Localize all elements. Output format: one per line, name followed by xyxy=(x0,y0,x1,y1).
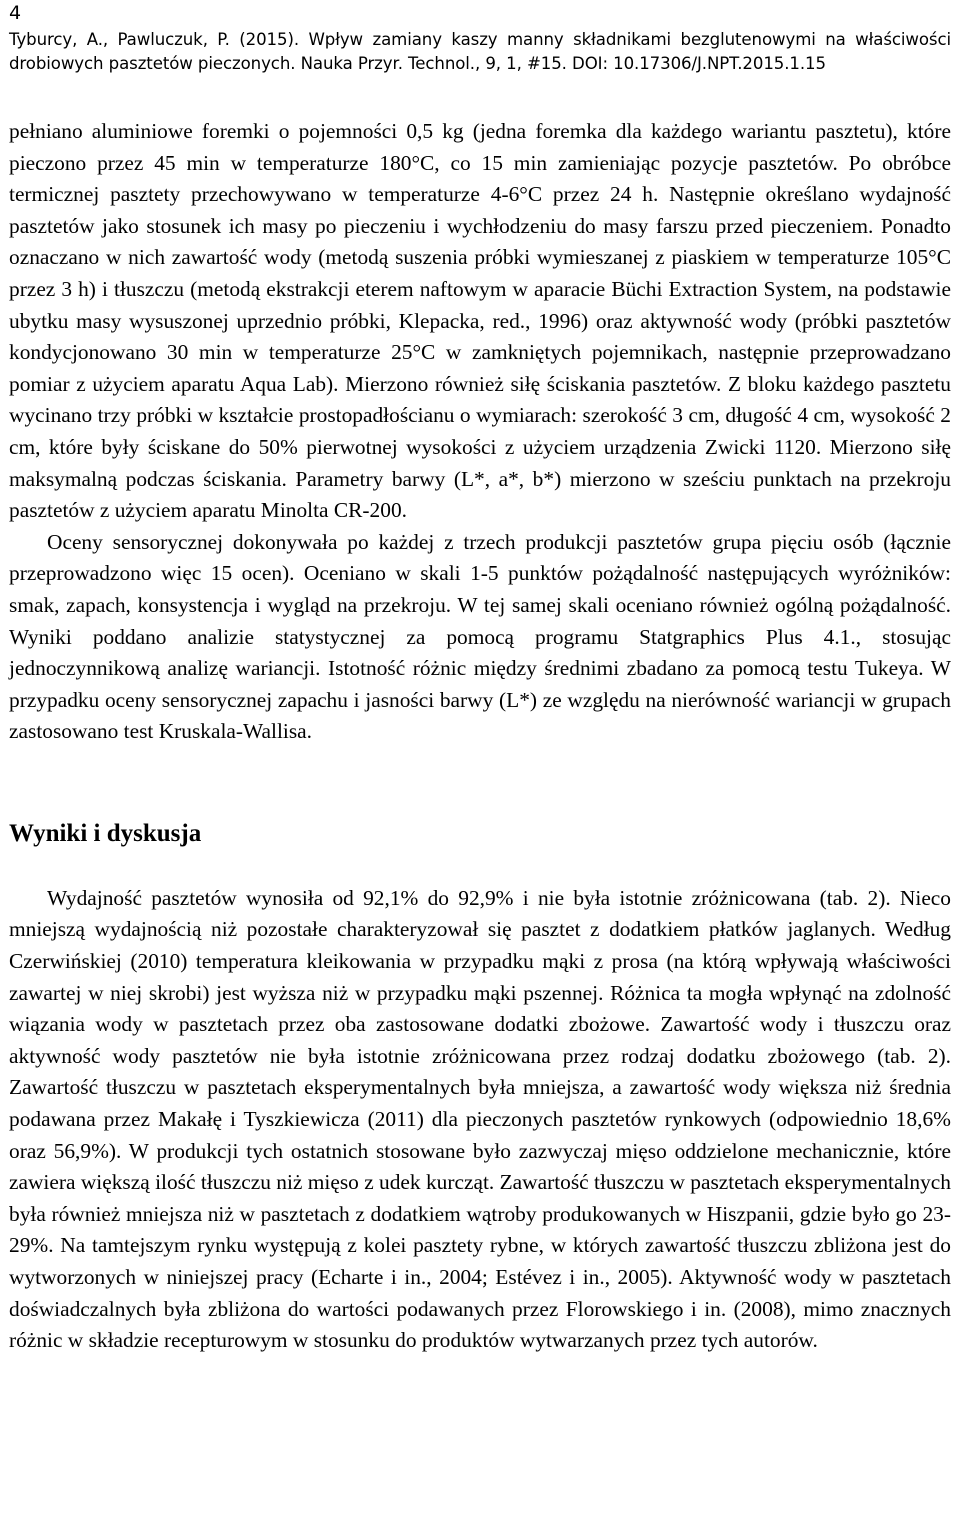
methods-paragraph-2: Oceny sensorycznej dokonywała po każdej z trzech produkcji pasztetów grupa pięciu osób (łącznie przeprowadzono więc 15 ocen). Oceniano w skali 1-5 punktów pożądalność następujących wyróżników: smak, zapach, konsystencja i wygląd na przekroju. W tej samej skali oceniano również ogólną pożądalność. Wyniki poddano analizie statystycznej za pomocą programu Statgraphics Plus 4.1., stosując jednoczynnikową analizę wariancji. Istotność różnic między średnimi zbadano za pomocą testu Tukeya. W przypadku oceny sensorycznej zapachu i jasności barwy (L*) ze względu na nierówność wariancji w grupach zastosowano test Kruskala-Wallisa. xyxy=(9,529,951,744)
section-heading-results: Wyniki i dyskusja xyxy=(9,819,202,847)
page-number: 4 xyxy=(9,2,22,24)
running-head-citation: Tyburcy, A., Pawluczuk, P. (2015). Wpływ zamiany kaszy manny składnikami bezglutenowymi na właściwości drobiowych pasztetów pieczonych. Nauka Przyr. Technol., 9, 1, #15. DOI: 10.17306/J.NPT.2015.1.15 xyxy=(9,30,951,73)
paper-page xyxy=(9,0,951,1357)
results-paragraph-1: Wydajność pasztetów wynosiła od 92,1% do 92,9% i nie była istotnie zróżnicowana (tab. 2). Nieco mniejszą wydajnością niż pozostałe charakteryzował się pasztet z dodatkiem płatków jaglanych. Według Czerwińskiej (2010) temperatura kleikowania w przypadku mąki z prosa (na którą wpływają właściwości zawartej w niej skrobi) jest wyższa niż w przypadku mąki pszennej. Różnica ta mogła wpłynąć na zdolność wiązania wody w pasztetach przez oba zastosowane dodatki zbożowe. Zawartość wody i tłuszczu oraz aktywność wody pasztetów nie była istotnie zróżnicowana przez rodzaj dodatku zbożowego (tab. 2). Zawartość tłuszczu w pasztetach eksperymentalnych była mniejsza, a zawartość wody większa niż średnia podawana przez Makałę i Tyszkiewicza (2011) dla pieczonych pasztetów rynkowych (odpowiednio 18,6% oraz 56,9%). W produkcji tych ostatnich stosowane było zazwyczaj mięso oddzielone mechanicznie, które zawiera większą ilość tłuszczu niż mięso z udek kurcząt. Zawartość tłuszczu w pasztetach eksperymentalnych była również mniejsza niż w pasztetach z dodatkiem wątroby produkowanych w Hiszpanii, gdzie było go 23-29%. Na tamtejszym rynku występują z kolei pasztety rybne, w których zawartość tłuszczu zbliżona jest do wytworzonych w niniejszej pracy (Echarte i in., 2004; Estévez i in., 2005). Aktywność wody w pasztetach doświadczalnych była zbliżona do wartości podawanych przez Florowskiego i in. (2008), mimo znacznych różnic w składzie recepturowym w stosunku do produktów wytwarzanych przez tych autorów. xyxy=(9,885,951,1353)
methods-paragraph-1: pełniano aluminiowe foremki o pojemności 0,5 kg (jedna foremka dla każdego wariantu pasztetu), które pieczono przez 45 min w temperaturze 180°C, co 15 min zamieniając pozycje pasztetów. Po obróbce termicznej pasztety przechowywano w temperaturze 4-6°C przez 24 h. Następnie określano wydajność pasztetów jako stosunek ich masy po pieczeniu i wychłodzeniu do masy farszu przed pieczeniem. Ponadto oznaczano w nich zawartość wody (metodą suszenia próbki wymieszanej z piaskiem w temperaturze 105°C przez 3 h) i tłuszczu (metodą ekstrakcji eterem naftowym w aparacie Büchi Extraction System, na podstawie ubytku masy wysuszonej uprzednio próbki, Klepacka, red., 1996) oraz aktywność wody (próbki pasztetów kondycjonowano 30 min w temperaturze 25°C w zamkniętych pojemnikach, następnie przeprowadzano pomiar z użyciem aparatu Aqua Lab). Mierzono również siłę ściskania pasztetów. Z bloku każdego pasztetu wycinano trzy próbki w kształcie prostopadłościanu o wymiarach: szerokość 3 cm, długość 4 cm, wysokość 2 cm, które były ściskane do 50% pierwotnej wysokości z użyciem urządzenia Zwicki 1120. Mierzono siłę maksymalną podczas ściskania. Parametry barwy (L*, a*, b*) mierzono w sześciu punktach na przekroju pasztetów z użyciem aparatu Minolta CR-200. xyxy=(9,119,951,523)
